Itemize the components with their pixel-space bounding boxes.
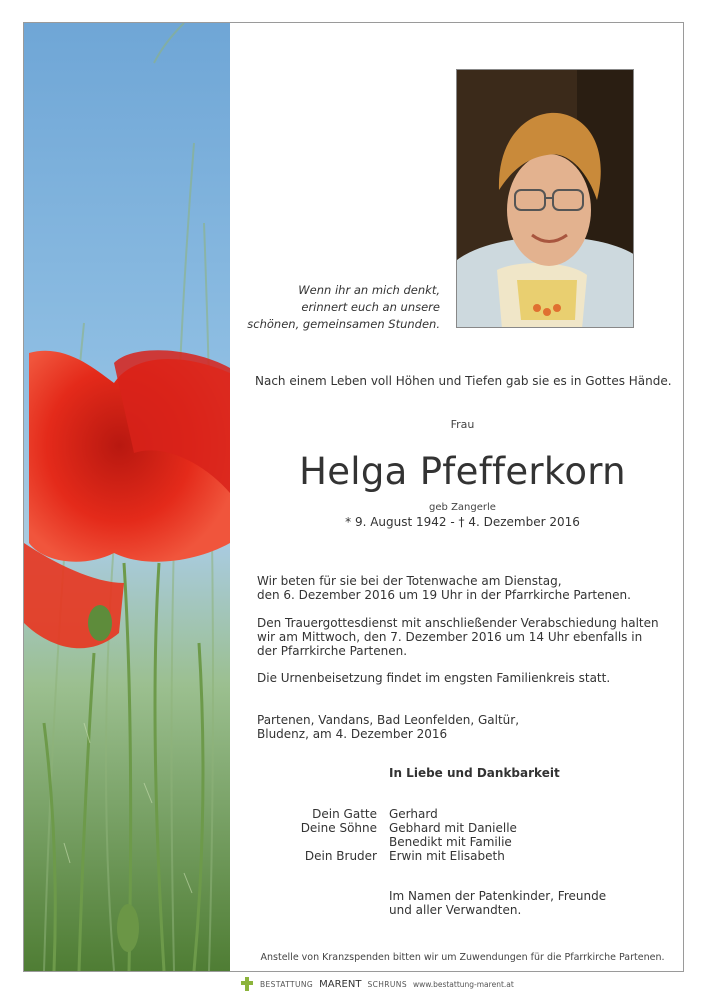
service-paragraph (257, 616, 659, 658)
salutation: Frau (450, 418, 475, 431)
quote-line: Wenn ihr an mich denkt, (298, 283, 440, 297)
paragraph-line: der Pfarrkirche Partenen. (257, 644, 408, 658)
paragraph-line: Bludenz, am 4. Dezember 2016 (257, 727, 448, 741)
birth-name: geb Zangerle (429, 502, 496, 513)
paragraph-line: Die Urnenbeisetzung findet im engsten Familienkreis statt. (257, 671, 611, 685)
family-name: Benedikt mit Familie (389, 835, 512, 849)
life-dates: * 9. August 1942 - † 4. Dezember 2016 (345, 515, 580, 529)
poppy-illustration (24, 23, 230, 971)
closing-text (389, 889, 606, 917)
logo-town: SCHRUNS (367, 979, 407, 989)
wake-paragraph (257, 574, 631, 602)
family-label: Dein Bruder (304, 849, 377, 863)
portrait-illustration (457, 70, 634, 328)
portrait-photo (456, 69, 634, 328)
family-names (389, 807, 517, 863)
logo-brand: MARENT (319, 978, 362, 990)
paragraph-line: wir am Mittwoch, den 7. Dezember 2016 um 14 Uhr ebenfalls in (257, 630, 643, 644)
logo-prefix: BESTATTUNG (260, 979, 314, 989)
family-label: Deine Söhne (300, 821, 377, 835)
funeral-home-logo (240, 976, 514, 992)
logo-url: www.bestattung-marent.at (412, 979, 514, 989)
poppy-image (24, 23, 230, 971)
family-name: Gerhard (389, 807, 438, 821)
thanks-heading: In Liebe und Dankbarkeit (389, 766, 560, 780)
urn-paragraph (257, 671, 610, 685)
place-date-paragraph (257, 713, 519, 741)
quote-line: erinnert euch an unsere (301, 300, 440, 314)
footer-note: Anstelle von Kranzspenden bitten wir um Zuwendungen für die Pfarrkirche Partenen. (260, 952, 665, 963)
family-label: Dein Gatte (312, 807, 377, 821)
paragraph-line: den 6. Dezember 2016 um 19 Uhr in der Pfarrkirche Partenen. (257, 588, 631, 602)
paragraph-line: Den Trauergottesdienst mit anschließender Verabschiedung halten (257, 616, 659, 630)
paragraph-line: Partenen, Vandans, Bad Leonfelden, Galtür, (257, 713, 520, 727)
logo-cross-icon (240, 977, 254, 991)
family-name: Erwin mit Elisabeth (389, 849, 505, 863)
closing-line: und aller Verwandten. (389, 903, 522, 917)
quote-line: schönen, gemeinsamen Stunden. (247, 317, 440, 331)
deceased-name: Helga Pfefferkorn (299, 450, 626, 493)
lead-text: Nach einem Leben voll Höhen und Tiefen gab sie es in Gottes Hände. (255, 374, 672, 388)
family-name: Gebhard mit Danielle (389, 821, 517, 835)
memorial-quote (240, 282, 440, 333)
closing-line: Im Namen der Patenkinder, Freunde (389, 889, 607, 903)
paragraph-line: Wir beten für sie bei der Totenwache am Dienstag, (257, 574, 562, 588)
family-relations (260, 807, 377, 863)
family-label (260, 835, 377, 849)
